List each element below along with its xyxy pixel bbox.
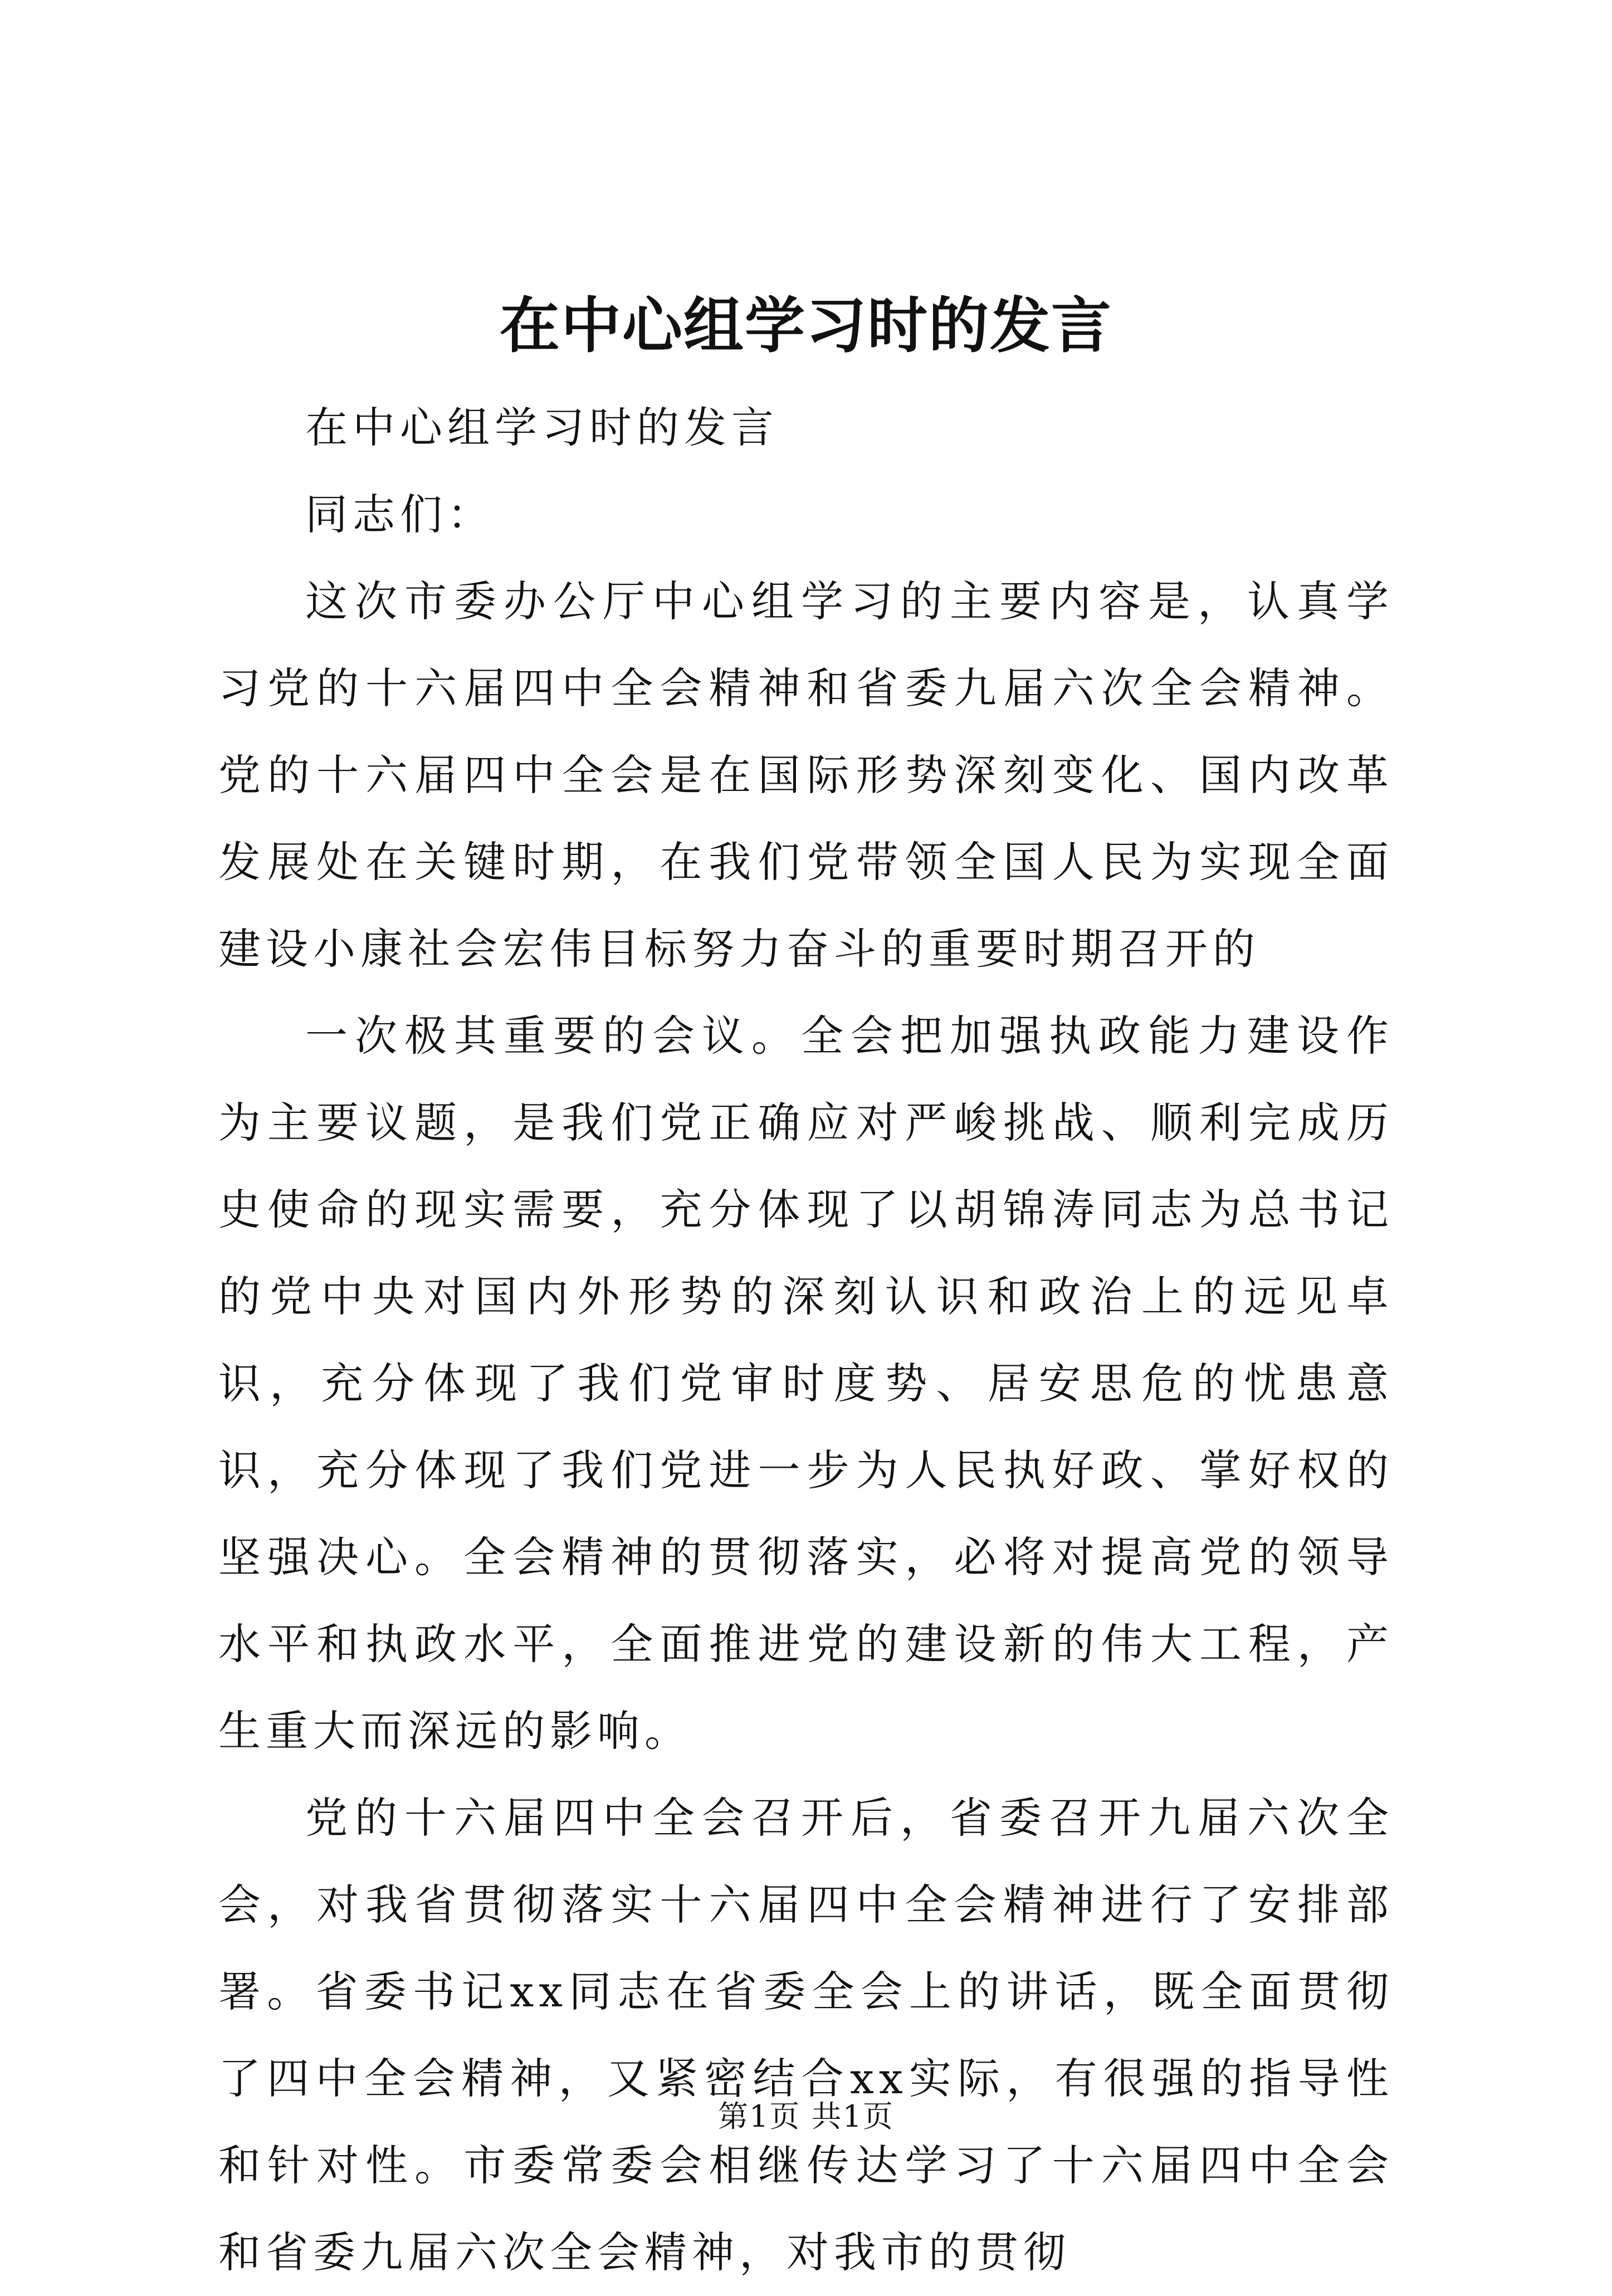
paragraph-body-2: 一次极其重要的会议。全会把加强执政能力建设作为主要议题，是我们党正确应对严峻挑战、顺利完成历史使命的现实需要，充分体现了以胡锦涛同志为总书记的党中央对国内外形势的深刻认识和政治上的远见卓识，充分体现了我们党审时度势、居安思危的忧患意识，充分体现了我们党进一步为人民执好政、掌好权的坚强决心。全会精神的贯彻落实，必将对提高党的领导水平和执政水平，全面推进党的建设新的伟大工程，产生重大而深远的影响。: [218, 1011, 1394, 1756]
document-title: 在中心组学习时的发言: [499, 291, 1112, 361]
paragraph-salutation: 同志们：: [305, 490, 495, 539]
paragraph-body-3: 党的十六届四中全会召开后，省委召开九届六次全会，对我省贯彻落实十六届四中全会精神进行了安排部署。省委书记xx同志在省委全会上的讲话，既全面贯彻了四中全会精神，又紧密结合xx实际，有很强的指导性和针对性。市委常委会相继传达学习了十六届四中全会和省委九届六次全会精神，对我市的贯彻: [218, 1793, 1394, 2277]
paragraph-subtitle: 在中心组学习时的发言: [305, 403, 779, 452]
paragraph-body-1: 这次市委办公厅中心组学习的主要内容是，认真学习党的十六届四中全会精神和省委九届六次全会精神。党的十六届四中全会是在国际形势深刻变化、国内改革发展处在关键时期，在我们党带领全国人民为实现全面建设小康社会宏伟目标努力奋斗的重要时期召开的: [218, 577, 1394, 974]
document-body: [218, 384, 1394, 2296]
page-footer: 第1页 共1页: [718, 2099, 894, 2134]
